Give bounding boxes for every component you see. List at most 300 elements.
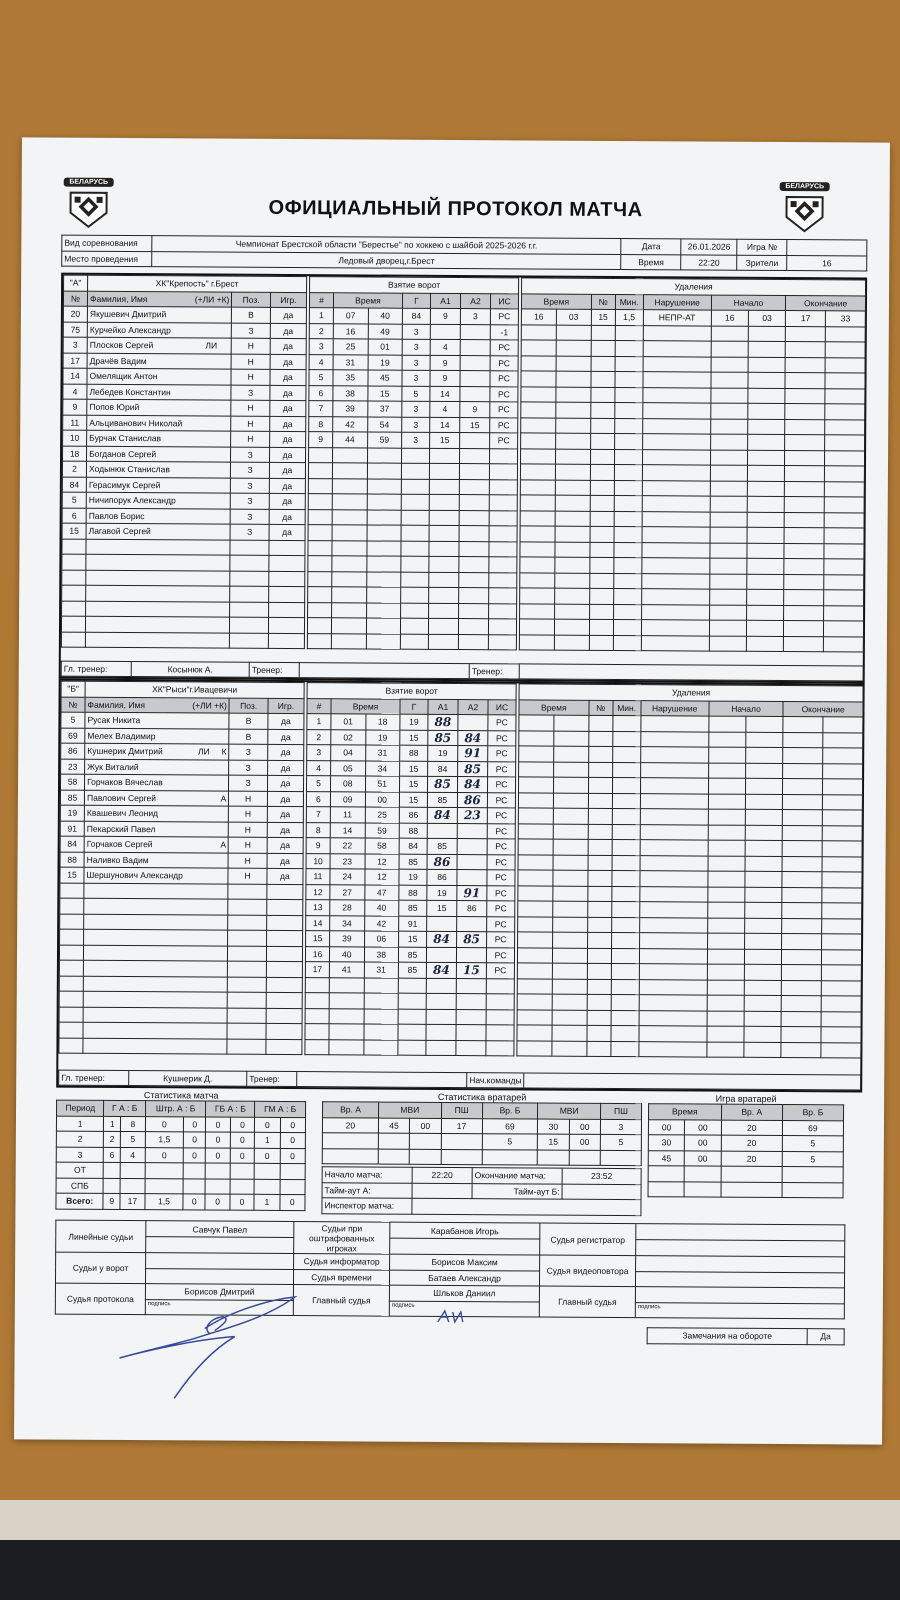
goal-scorer bbox=[401, 556, 429, 572]
player-no: 58 bbox=[61, 774, 85, 790]
goal-assist1 bbox=[426, 1040, 456, 1056]
penalty-end-mm bbox=[784, 621, 824, 637]
player-name: Якушевич Дмитрий bbox=[87, 306, 231, 322]
penalty-end-ss bbox=[824, 574, 864, 590]
goal-assist1 bbox=[429, 587, 459, 603]
penalty-duration bbox=[612, 731, 640, 747]
player-row bbox=[61, 743, 304, 760]
penalty-seconds bbox=[556, 387, 591, 403]
player-play bbox=[267, 899, 303, 915]
player-play: да bbox=[269, 524, 305, 540]
penalty-player bbox=[591, 356, 615, 372]
player-pos: В bbox=[232, 307, 271, 323]
goal-assist1 bbox=[428, 618, 458, 634]
player-name: Горчаков Сергей А bbox=[84, 836, 228, 852]
player-name: Шершунович Александр bbox=[84, 867, 228, 883]
penalty-duration bbox=[611, 901, 639, 917]
goal-assist1: 14 bbox=[430, 417, 460, 433]
goal-scorer: 88 bbox=[400, 745, 428, 761]
player-name: Пекарский Павел bbox=[84, 821, 228, 837]
player-pos: Н bbox=[231, 369, 270, 385]
player-play: да bbox=[270, 307, 306, 323]
goal-assist2: 85 bbox=[457, 932, 487, 948]
goal-minutes: 11 bbox=[330, 807, 365, 823]
goal-situation: РС bbox=[490, 417, 518, 433]
stats-period: 1 bbox=[56, 1116, 104, 1132]
player-no: 10 bbox=[63, 430, 87, 446]
penalty-duration bbox=[611, 917, 639, 933]
player-row bbox=[62, 523, 305, 540]
penalty-player bbox=[591, 340, 615, 356]
goal-row bbox=[306, 931, 515, 948]
player-play bbox=[266, 946, 302, 962]
goal-row bbox=[305, 962, 514, 979]
stats-header bbox=[57, 1100, 306, 1117]
goal-assist1: 84 bbox=[427, 807, 457, 823]
penalty-player bbox=[588, 777, 612, 793]
penalty-duration bbox=[612, 886, 640, 902]
player-pos bbox=[230, 633, 269, 649]
penalty-start-mm bbox=[707, 949, 744, 965]
penalty-violation bbox=[640, 886, 708, 902]
penalty-start-ss bbox=[748, 372, 785, 388]
player-no: 23 bbox=[61, 759, 85, 775]
goalie-play-table bbox=[648, 1103, 845, 1198]
penalty-start-ss bbox=[746, 778, 783, 794]
player-row bbox=[61, 712, 304, 729]
penalty-seconds bbox=[556, 402, 591, 418]
goal-assist2 bbox=[456, 1025, 486, 1041]
team-a-penalties bbox=[519, 277, 866, 652]
player-name: Павлов Борис bbox=[86, 508, 230, 524]
penalty-end-ss bbox=[824, 621, 864, 637]
goal-assist1 bbox=[429, 525, 459, 541]
goal-assist2 bbox=[456, 1040, 486, 1056]
penalty-start-mm bbox=[710, 527, 747, 543]
penalty-player bbox=[587, 932, 611, 948]
penalty-violation bbox=[640, 762, 708, 778]
player-row bbox=[62, 570, 305, 587]
goal-seconds: 51 bbox=[365, 776, 400, 792]
goal-seconds: 40 bbox=[364, 900, 399, 916]
goal-number: 5 bbox=[309, 370, 333, 386]
goal-scorer: 15 bbox=[399, 776, 427, 792]
goalie-stats-col: МВИ bbox=[378, 1102, 441, 1118]
goal-situation: РС bbox=[487, 870, 515, 886]
stats-a bbox=[103, 1178, 120, 1194]
timeout-b-label: Тайм-аут Б: bbox=[472, 1183, 562, 1199]
player-pos bbox=[228, 961, 267, 977]
stats-b: 0 bbox=[280, 1194, 305, 1210]
penalty-end-mm bbox=[785, 404, 825, 420]
stats-row bbox=[56, 1116, 305, 1133]
match-stats-title: Статистика матча bbox=[143, 1090, 219, 1101]
stats-b bbox=[120, 1178, 145, 1194]
goal-minutes: 01 bbox=[331, 714, 366, 730]
goal-seconds bbox=[367, 509, 402, 525]
goalie-a-mm bbox=[378, 1149, 409, 1165]
col-p-no: № bbox=[591, 294, 615, 310]
player-pos bbox=[228, 899, 267, 915]
goal-minutes bbox=[333, 447, 368, 463]
player-play: да bbox=[267, 853, 303, 869]
penalty-seconds bbox=[553, 793, 588, 809]
goal-situation bbox=[489, 603, 517, 619]
penalty-duration bbox=[612, 793, 640, 809]
penalty-minutes bbox=[519, 730, 554, 746]
penalty-duration bbox=[614, 402, 642, 418]
coach-label: Тренер: bbox=[249, 662, 299, 678]
penalty-duration bbox=[612, 870, 640, 886]
penalty-minutes bbox=[518, 916, 553, 932]
penalty-end-ss bbox=[822, 949, 862, 965]
informer-value: Борисов Максим bbox=[390, 1254, 540, 1270]
player-name bbox=[86, 616, 230, 632]
player-play bbox=[266, 1023, 302, 1039]
video-label: Судья видеоповтора bbox=[539, 1255, 635, 1287]
stats-b: 0 bbox=[183, 1132, 205, 1148]
team-b-goals bbox=[304, 682, 516, 1056]
goal-situation bbox=[488, 619, 516, 635]
goalie-stats-col: Вр. А bbox=[323, 1102, 379, 1118]
penalty-player bbox=[590, 418, 614, 434]
penalty-seconds bbox=[554, 715, 589, 731]
player-row bbox=[63, 368, 306, 385]
penalty-violation bbox=[642, 496, 710, 512]
penalty-violation bbox=[639, 979, 707, 995]
player-pos bbox=[230, 540, 269, 556]
goal-situation: РС bbox=[487, 932, 515, 948]
penalty-end-ss bbox=[824, 481, 864, 497]
goal-row bbox=[306, 807, 515, 824]
penalty-end-ss bbox=[822, 934, 862, 950]
linesmen-label: Линейные судьи bbox=[56, 1220, 146, 1253]
penalty-start-mm bbox=[708, 732, 745, 748]
team-b-penalties bbox=[516, 683, 863, 1058]
goal-seconds bbox=[366, 571, 401, 587]
player-no: 84 bbox=[60, 836, 84, 852]
goal-minutes bbox=[332, 602, 367, 618]
penalty-duration: 1,5 bbox=[615, 309, 643, 325]
penalty-seconds bbox=[554, 746, 589, 762]
goal-number: 2 bbox=[309, 323, 333, 339]
col-pos: Поз. bbox=[232, 292, 271, 308]
goal-scorer bbox=[398, 993, 426, 1009]
player-no: 20 bbox=[63, 306, 87, 322]
end-label: Окончание матча: bbox=[472, 1168, 562, 1184]
goal-situation: РС bbox=[488, 715, 516, 731]
goal-assist1 bbox=[430, 324, 460, 340]
goal-situation bbox=[489, 464, 517, 480]
goal-scorer bbox=[401, 603, 429, 619]
goal-situation: РС bbox=[487, 885, 515, 901]
goal-number: 3 bbox=[309, 339, 333, 355]
goalie-play-a: 20 bbox=[721, 1151, 782, 1167]
goal-assist1: 86 bbox=[427, 854, 457, 870]
goal-assist1 bbox=[427, 916, 457, 932]
goal-scorer bbox=[401, 510, 429, 526]
goal-number bbox=[305, 1024, 329, 1040]
penalty-minutes bbox=[518, 808, 553, 824]
penalty-duration bbox=[612, 824, 640, 840]
penalty-start-mm bbox=[710, 512, 747, 528]
player-play bbox=[266, 977, 302, 993]
goal-minutes bbox=[329, 1024, 364, 1040]
team-chief-label: Нач.команды bbox=[467, 1072, 524, 1088]
goal-minutes: 41 bbox=[329, 962, 364, 978]
goal-scorer: 3 bbox=[402, 324, 430, 340]
team-a-goals bbox=[307, 276, 519, 650]
player-row bbox=[59, 976, 302, 993]
stats-a: 6 bbox=[104, 1147, 121, 1163]
goal-assist2 bbox=[459, 510, 489, 526]
goal-scorer bbox=[400, 634, 428, 650]
player-play: да bbox=[267, 837, 303, 853]
goal-scorer bbox=[402, 448, 430, 464]
goal-scorer: 84 bbox=[399, 838, 427, 854]
player-row bbox=[62, 601, 305, 618]
penalty-player bbox=[588, 886, 612, 902]
goal-situation bbox=[489, 588, 517, 604]
goal-assist2 bbox=[459, 588, 489, 604]
player-no: 15 bbox=[62, 523, 86, 539]
penalty-start-mm bbox=[707, 902, 744, 918]
goal-situation bbox=[489, 572, 517, 588]
penalty-end-mm bbox=[785, 357, 825, 373]
stats-a: 9 bbox=[103, 1193, 120, 1209]
player-no bbox=[62, 554, 86, 570]
goal-scorer bbox=[401, 494, 429, 510]
penalty-end-mm bbox=[782, 934, 822, 950]
penalty-seconds bbox=[556, 340, 591, 356]
penalty-minutes bbox=[520, 464, 555, 480]
signature-label: подпись bbox=[635, 1302, 844, 1319]
penalty-violation bbox=[640, 840, 708, 856]
penalty-player bbox=[588, 808, 612, 824]
player-row bbox=[62, 585, 305, 602]
stats-col: ГМ А : Б bbox=[255, 1101, 306, 1117]
goal-minutes bbox=[329, 977, 364, 993]
stats-b: 0 bbox=[230, 1117, 255, 1133]
penalty-duration bbox=[612, 777, 640, 793]
player-play: да bbox=[270, 369, 306, 385]
goalie-a-no bbox=[322, 1133, 378, 1149]
penalty-player bbox=[591, 387, 615, 403]
goal-situation: РС bbox=[488, 746, 516, 762]
goal-assist2 bbox=[459, 495, 489, 511]
penalty-violation bbox=[639, 917, 707, 933]
goalie-play-row bbox=[648, 1181, 843, 1198]
goal-minutes bbox=[331, 618, 366, 634]
player-pos: З bbox=[229, 775, 268, 791]
penalty-minutes bbox=[519, 619, 554, 635]
penalty-end-ss bbox=[825, 373, 865, 389]
goal-scorer: 91 bbox=[399, 916, 427, 932]
goal-number: 15 bbox=[306, 931, 330, 947]
inspector-label: Инспектор матча: bbox=[322, 1198, 412, 1214]
penalty-duration bbox=[611, 1025, 639, 1041]
goal-assist1 bbox=[426, 993, 456, 1009]
signature-label: подпись bbox=[389, 1301, 539, 1317]
goal-situation: РС bbox=[487, 808, 515, 824]
goal-row bbox=[308, 602, 517, 619]
goal-assist1 bbox=[430, 448, 460, 464]
penalty-duration bbox=[615, 371, 643, 387]
penalty-duration bbox=[614, 464, 642, 480]
penalty-minutes bbox=[519, 746, 554, 762]
goal-scorer: 88 bbox=[399, 823, 427, 839]
penalty-player bbox=[590, 464, 614, 480]
player-name bbox=[86, 570, 230, 586]
penalty-start-ss bbox=[748, 341, 785, 357]
player-row bbox=[62, 461, 305, 478]
penalty-violation bbox=[642, 511, 710, 527]
goal-assist1 bbox=[426, 978, 456, 994]
goal-number: 17 bbox=[305, 962, 329, 978]
stats-a bbox=[205, 1163, 230, 1179]
player-name: Богданов Сергей bbox=[87, 446, 231, 462]
goalie-play-a bbox=[721, 1166, 782, 1182]
goal-situation: РС bbox=[490, 309, 518, 325]
stats-b: 5 bbox=[120, 1131, 145, 1147]
player-name: Мелех Владимир bbox=[85, 728, 229, 744]
goal-assist2: 86 bbox=[457, 792, 487, 808]
penalty-minutes bbox=[518, 792, 553, 808]
goal-number: 9 bbox=[306, 838, 330, 854]
penalty-end-ss: 33 bbox=[826, 311, 866, 327]
penalty-player bbox=[588, 824, 612, 840]
goal-assist1 bbox=[429, 479, 459, 495]
player-play: да bbox=[270, 338, 306, 354]
goal-minutes: 02 bbox=[331, 729, 366, 745]
penalty-start-mm bbox=[708, 747, 745, 763]
goal-seconds bbox=[367, 463, 402, 479]
stats-col: Штр. А : Б bbox=[145, 1101, 206, 1117]
penalty-minutes bbox=[520, 588, 555, 604]
goal-number: 7 bbox=[306, 807, 330, 823]
penalty-duration bbox=[611, 932, 639, 948]
goal-assist2: 3 bbox=[460, 309, 490, 325]
stats-b bbox=[183, 1163, 205, 1179]
penalty-violation bbox=[643, 372, 711, 388]
stats-a: 0 bbox=[145, 1147, 184, 1163]
col-p-end: Окончание bbox=[786, 295, 866, 311]
goal-scorer: 3 bbox=[402, 432, 430, 448]
penalty-seconds bbox=[552, 932, 587, 948]
stats-a: 1,5 bbox=[145, 1194, 184, 1210]
goal-assist2 bbox=[459, 464, 489, 480]
goal-number bbox=[305, 977, 329, 993]
penalty-start-ss bbox=[745, 856, 782, 872]
goal-assist1: 85 bbox=[427, 776, 457, 792]
penalty-duration bbox=[611, 1010, 639, 1026]
stats-b: 17 bbox=[120, 1193, 145, 1209]
goal-scorer bbox=[401, 463, 429, 479]
penalty-end-mm bbox=[783, 732, 823, 748]
penalty-end-mm bbox=[782, 965, 822, 981]
team-b-letter: "Б" bbox=[61, 681, 85, 697]
penalty-minutes bbox=[518, 885, 553, 901]
penalty-start-mm bbox=[711, 341, 748, 357]
goal-number bbox=[308, 587, 332, 603]
penalty-end-mm bbox=[783, 763, 823, 779]
goalie-stats-title: Статистика вратарей bbox=[437, 1091, 527, 1103]
goalie-a-ga bbox=[441, 1133, 482, 1149]
registrar-label: Судья регистратор bbox=[540, 1223, 636, 1256]
player-pos: З bbox=[231, 478, 270, 494]
goal-minutes bbox=[332, 478, 367, 494]
stats-col: Период bbox=[57, 1100, 105, 1116]
player-no: 75 bbox=[63, 322, 87, 338]
player-no bbox=[59, 945, 83, 961]
player-play bbox=[269, 586, 305, 602]
penalty-start-ss bbox=[748, 419, 785, 435]
penalty-seconds bbox=[555, 557, 590, 573]
team-a-roster bbox=[61, 275, 307, 649]
player-row bbox=[63, 384, 306, 401]
player-pos: З bbox=[230, 524, 269, 540]
penalty-violation bbox=[639, 995, 707, 1011]
goal-assist1: 9 bbox=[430, 308, 460, 324]
penalty-start-ss bbox=[746, 620, 783, 636]
penalty-player bbox=[588, 870, 612, 886]
venue-label: Место проведения bbox=[62, 251, 152, 267]
player-row bbox=[63, 306, 306, 323]
penalty-end-ss bbox=[822, 825, 862, 841]
goal-seconds: 34 bbox=[365, 760, 400, 776]
col-g: Г bbox=[400, 699, 428, 715]
goal-minutes bbox=[332, 463, 367, 479]
player-name: Квашевич Леонид bbox=[84, 805, 228, 821]
goal-assist2: 15 bbox=[460, 417, 490, 433]
goal-number bbox=[308, 494, 332, 510]
penalty-minutes bbox=[517, 1009, 552, 1025]
penalty-seconds bbox=[556, 418, 591, 434]
goal-assist1 bbox=[426, 1009, 456, 1025]
goalie-b-ss: 00 bbox=[569, 1119, 600, 1135]
player-play: да bbox=[268, 744, 304, 760]
penalty-start-mm bbox=[711, 357, 748, 373]
goal-row bbox=[306, 915, 515, 932]
penalty-seconds bbox=[553, 777, 588, 793]
player-row bbox=[61, 632, 304, 649]
penalty-violation bbox=[643, 341, 711, 357]
goal-number bbox=[307, 618, 331, 634]
goalie-play-a: 20 bbox=[721, 1120, 782, 1136]
penalty-start-mm: 16 bbox=[711, 310, 748, 326]
player-play bbox=[269, 540, 305, 556]
penalty-start-mm bbox=[708, 778, 745, 794]
penalty-end-mm bbox=[784, 636, 824, 652]
player-name: Омелящик Антон bbox=[87, 368, 231, 384]
goal-seconds bbox=[366, 540, 401, 556]
penalty-duration bbox=[611, 948, 639, 964]
goal-assist2: 86 bbox=[457, 901, 487, 917]
timekeeper-label: Судья времени bbox=[293, 1269, 389, 1285]
goal-assist1 bbox=[429, 541, 459, 557]
penalty-player bbox=[587, 1010, 611, 1026]
penalty-end-mm bbox=[782, 949, 822, 965]
goal-row bbox=[308, 509, 517, 526]
penalty-start-ss bbox=[745, 933, 782, 949]
penalty-minutes bbox=[518, 777, 553, 793]
goal-seconds: 37 bbox=[367, 401, 402, 417]
penalty-start-mm bbox=[710, 496, 747, 512]
player-row bbox=[63, 446, 306, 463]
goal-row bbox=[307, 760, 516, 777]
player-row bbox=[60, 821, 303, 838]
goal-minutes: 27 bbox=[330, 884, 365, 900]
